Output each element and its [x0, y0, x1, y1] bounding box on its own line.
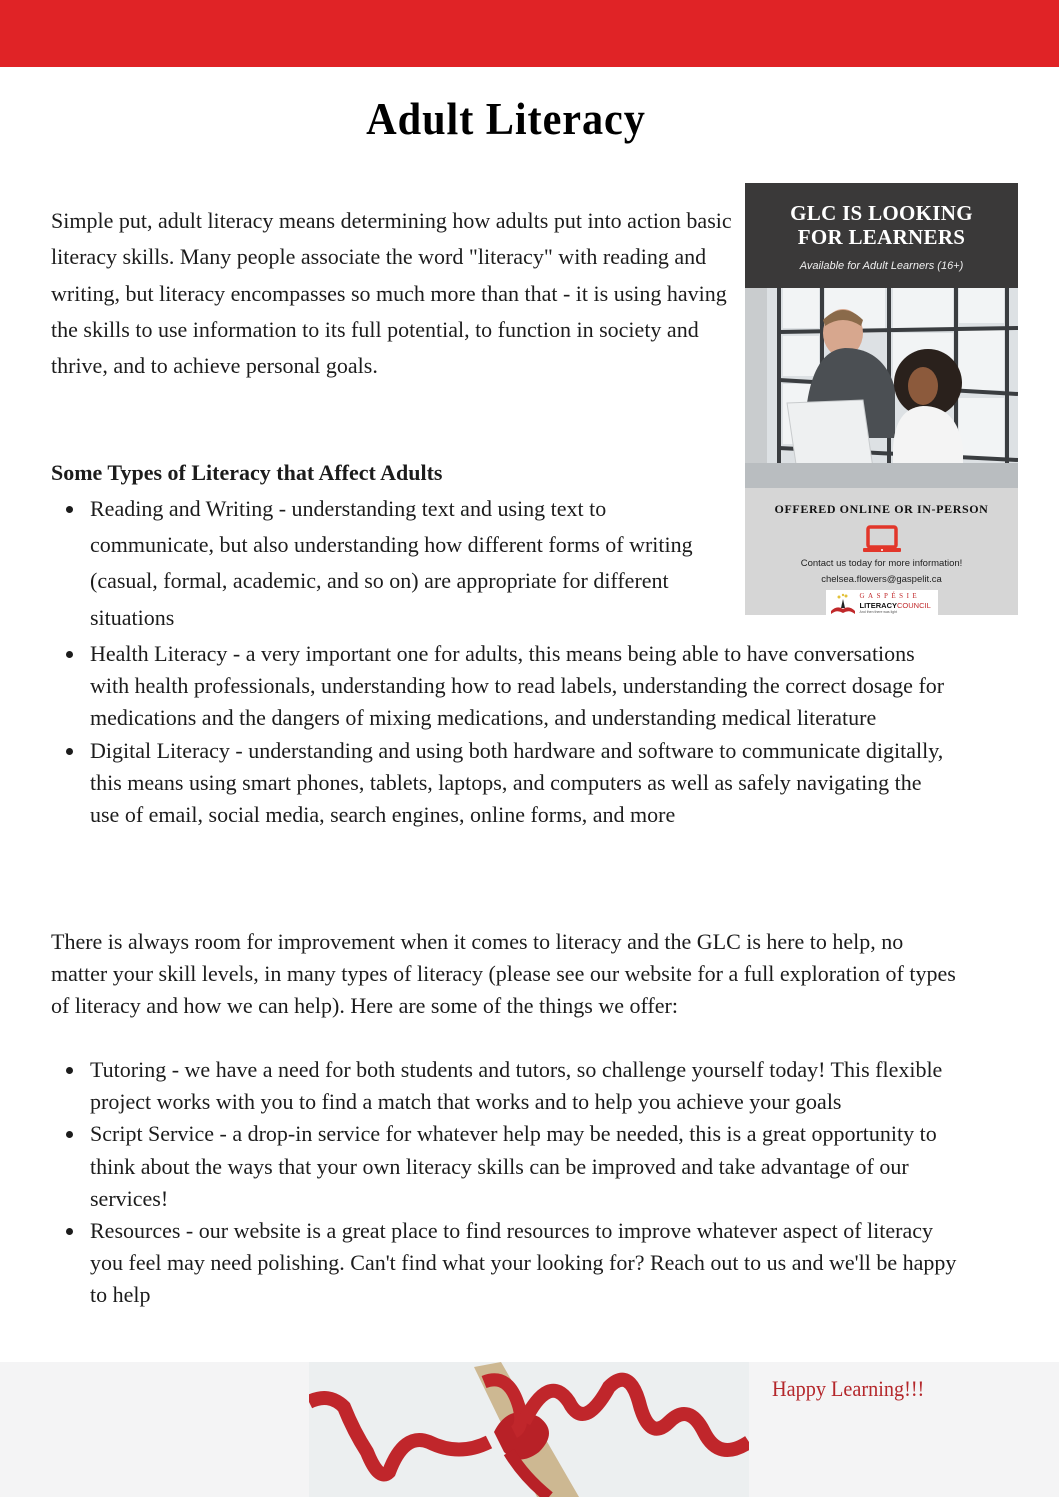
flyer-title-line1: GLC IS LOOKING [790, 201, 973, 225]
flyer-photo [745, 288, 1018, 488]
flyer-header [745, 183, 1018, 288]
bullet-icon [66, 651, 73, 658]
types-heading: Some Types of Literacy that Affect Adults [51, 460, 443, 485]
flyer-body [745, 488, 1018, 615]
intro-paragraph: Simple put, adult literacy means determining how adults put into action basic literacy skills. Many people associate the word "literacy" with reading and writing, but literacy encompasses so much more than that - it is using having the skills to use information to its full potential, to function in society and thrive, and to achieve personal goals. [51, 208, 732, 379]
glc-flyer [745, 183, 1018, 615]
gift-ribbon-illustration [309, 1362, 749, 1497]
logo-council: COUNCIL [897, 601, 931, 610]
list-item-text: Health Literacy - a very important one for adults, this means being able to have conversations with health professionals, understanding how to read labels, understanding the correct dosage for medications and the dangers of mixing medications, and understanding medical literature [90, 641, 945, 731]
list-item [51, 1118, 961, 1215]
page-title: Adult Literacy [366, 93, 646, 144]
offer-list [51, 1054, 961, 1312]
types-list [51, 491, 731, 636]
bullet-icon [66, 506, 73, 513]
offer-paragraph: There is always room for improvement when it comes to literacy and the GLC is here to help, no matter your skill levels, in many types of literacy (please see our website for a full exploration of types of literacy and how we can help). Here are some of the things we offer: [51, 929, 956, 1019]
list-item-text: Resources - our website is a great place to find resources to improve whatever aspect of literacy you feel may need polishing. Can't find what your looking for? Reach out to us and we'll be happy to help [90, 1218, 957, 1308]
bullet-icon [66, 1228, 73, 1235]
types-list-continued [51, 638, 951, 831]
flyer-subtitle: Available for Adult Learners (16+) [799, 260, 964, 272]
bullet-icon [66, 1067, 73, 1074]
list-item [51, 735, 951, 832]
list-item [51, 1054, 961, 1118]
header-accent-bar [0, 0, 1059, 67]
list-item-text: Tutoring - we have a need for both students and tutors, so challenge yourself today! This flexible project works with you to find a match that works and to help you achieve your goals [90, 1057, 943, 1115]
flyer-title-line2: FOR LEARNERS [797, 225, 966, 249]
list-item-text: Script Service - a drop-in service for whatever help may be needed, this is a great opportunity to think about the ways that your own literacy skills can be improved and take advantage of our services! [90, 1121, 937, 1211]
list-item [51, 491, 731, 636]
list-item-text: Digital Literacy - understanding and using both hardware and software to communicate digitally, this means using smart phones, tablets, laptops, and computers as well as safely navigating the use of email, social media, search engines, online forms, and more [90, 737, 944, 828]
glc-logo [826, 590, 938, 615]
list-item [51, 1215, 961, 1312]
laptop-icon [862, 525, 902, 555]
happy-learning-message: Happy Learning!!! [772, 1376, 925, 1401]
gift-ribbon-photo [309, 1362, 749, 1497]
list-item [51, 638, 951, 735]
bullet-icon [66, 748, 73, 755]
bullet-icon [66, 1131, 73, 1138]
book-light-icon [829, 593, 857, 615]
logo-tagline: And then there was light [859, 610, 898, 614]
flyer-email[interactable]: chelsea.flowers@gaspelit.ca [821, 574, 942, 585]
logo-gaspesie: GASPÉSIE [859, 592, 921, 600]
list-item-text: Reading and Writing - understanding text and using text to communicate, but also understanding how different forms of writing (casual, formal, academic, and so on) are appropriate for different situations [90, 496, 693, 630]
tutoring-photo-illustration [745, 288, 1018, 488]
logo-literacy: LITERACY [859, 601, 897, 610]
logo-literacy-council [860, 601, 931, 610]
flyer-offered: OFFERED ONLINE OR IN-PERSON [774, 502, 989, 516]
flyer-contact: Contact us today for more information! [800, 558, 963, 569]
